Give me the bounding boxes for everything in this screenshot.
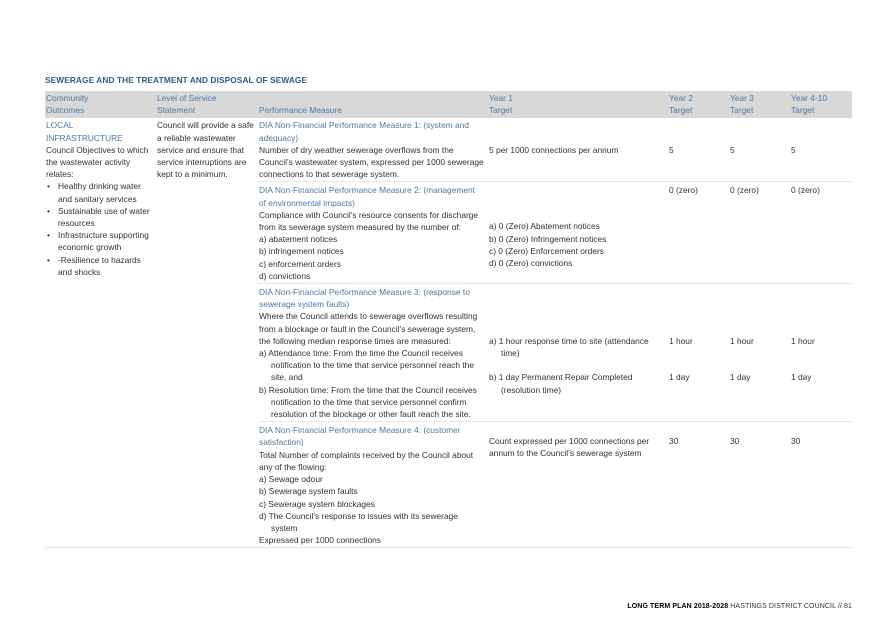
measure-desc: Total Number of complaints received by the Council about any of the flowing: (259, 449, 474, 472)
measure-title: DIA Non-Financial Performance Measure 4: (customer satisfaction) (259, 425, 461, 448)
measure-4-cell (258, 422, 488, 548)
table-header-row (45, 91, 852, 118)
community-intro: Council Objectives to which the wastewater activity relates: (46, 144, 149, 180)
list-item: d) The Council’s response to issues with its sewerage system (259, 510, 458, 533)
community-objectives-list (46, 180, 152, 278)
list-item: c) enforcement orders (259, 258, 341, 269)
measure-4-year3: 30 (729, 422, 790, 548)
header-community-outcomes: Community Outcomes (45, 91, 156, 118)
measure-3-cell (258, 284, 488, 422)
measure-2-year2: 0 (zero) (668, 182, 729, 284)
measure-1-year1: 5 per 1000 connections per annum (488, 118, 668, 182)
measure-1-year2: 5 (668, 118, 729, 182)
list-item: c) Sewerage system blockages (259, 498, 375, 509)
page-footer (627, 603, 852, 610)
list-item: b) 1 day Permanent Repair Completed (resolution time) (489, 372, 633, 395)
list-item: b) infringement notices (259, 246, 344, 257)
list-item: a) Sewage odour (259, 474, 323, 485)
list-item: • -Resilience to hazards and shocks (58, 254, 152, 278)
measure-2-year3: 0 (zero) (729, 182, 790, 284)
measure-2-cell (258, 182, 488, 284)
list-item: a) 0 (Zero) Abatement notices (489, 221, 600, 232)
table-row (45, 118, 852, 182)
measure-3-year1 (488, 284, 668, 422)
measure-1-cell (258, 118, 488, 182)
header-year1: Year 1 Target (488, 91, 668, 118)
list-item: a) Attendance time: From the time the Council receives notification to the time that service personnel reach the site, and (259, 348, 474, 383)
list-item: d) 0 (Zero) convictions (489, 258, 573, 269)
header-performance-measure: Performance Measure (258, 91, 488, 118)
community-heading: LOCAL INFRASTRUCTURE (46, 120, 123, 143)
measure-desc: Number of dry weather sewerage overflows from the Council’s wastewater system, expressed per 1000 sewerage connections to that sewerage system. (259, 144, 484, 180)
measure-2-year1 (488, 182, 668, 284)
level-of-service-cell: Council will provide a safe a reliable wastewater service and ensure that service interruptions are kept to a minimum. (156, 118, 258, 547)
measure-1-year3: 5 (729, 118, 790, 182)
performance-table (45, 91, 852, 548)
header-year4-10: Year 4-10 Target (790, 91, 852, 118)
measure-title: DIA Non-Financial Performance Measure 3: (response to sewerage system faults) (259, 287, 470, 310)
list-item: b) Sewerage system faults (259, 486, 358, 497)
measure-4-year1: Count expressed per 1000 connections per annum to the Council’s sewerage system (488, 422, 668, 548)
measure-desc: Where the Council attends to sewerage overflows resulting from a blockage or fault in the Council’s sewerage system, the following median response times are measured: (259, 311, 478, 346)
footer-council: HASTINGS DISTRICT COUNCIL // 81 (730, 603, 852, 610)
measure-title: DIA Non-Financial Performance Measure 1: (system and adequacy) (259, 120, 469, 143)
list-item: b) Resolution time: From the time that the Council receives notification to the time that service personnel confirm resolution of the blockage or other fault reach the site. (259, 384, 477, 420)
measure-title: DIA Non-Financial Performance Measure 2: (management of environmental impacts) (259, 185, 475, 208)
measure-footer: Expressed per 1000 connections (259, 535, 381, 546)
list-item: a) abatement notices (259, 234, 338, 245)
list-item: • Infrastructure supporting economic growth (58, 229, 152, 253)
list-item: d) convictions (259, 270, 311, 281)
measure-1-year4-10: 5 (790, 118, 852, 182)
measure-4-year4-10: 30 (790, 422, 852, 548)
measure-3-year4-10: 1 hour 1 day (790, 284, 852, 422)
measure-desc: Compliance with Council’s resource consents for discharge from its sewerage system measured by the number of: (259, 209, 479, 233)
measure-3-year2: 1 hour 1 day (668, 284, 729, 422)
list-item: b) 0 (Zero) Infringement notices (489, 233, 607, 244)
list-item: • Healthy drinking water and sanitary services (58, 180, 152, 204)
header-year3: Year 3 Target (729, 91, 790, 118)
measure-2-year4-10: 0 (zero) (790, 182, 852, 284)
list-item: c) 0 (Zero) Enforcement orders (489, 245, 604, 256)
list-item: • Sustainable use of water resources (58, 205, 152, 229)
header-year2: Year 2 Target (668, 91, 729, 118)
measure-3-year3: 1 hour 1 day (729, 284, 790, 422)
list-item: a) 1 hour response time to site (attendance time) (489, 336, 649, 359)
community-outcomes-cell (45, 118, 156, 547)
page-title: SEWERAGE AND THE TREATMENT AND DISPOSAL OF SEWAGE (45, 75, 308, 85)
footer-plan: LONG TERM PLAN 2018-2028 (627, 603, 729, 610)
measure-4-year2: 30 (668, 422, 729, 548)
header-level-of-service: Level of Service Statement (156, 91, 258, 118)
